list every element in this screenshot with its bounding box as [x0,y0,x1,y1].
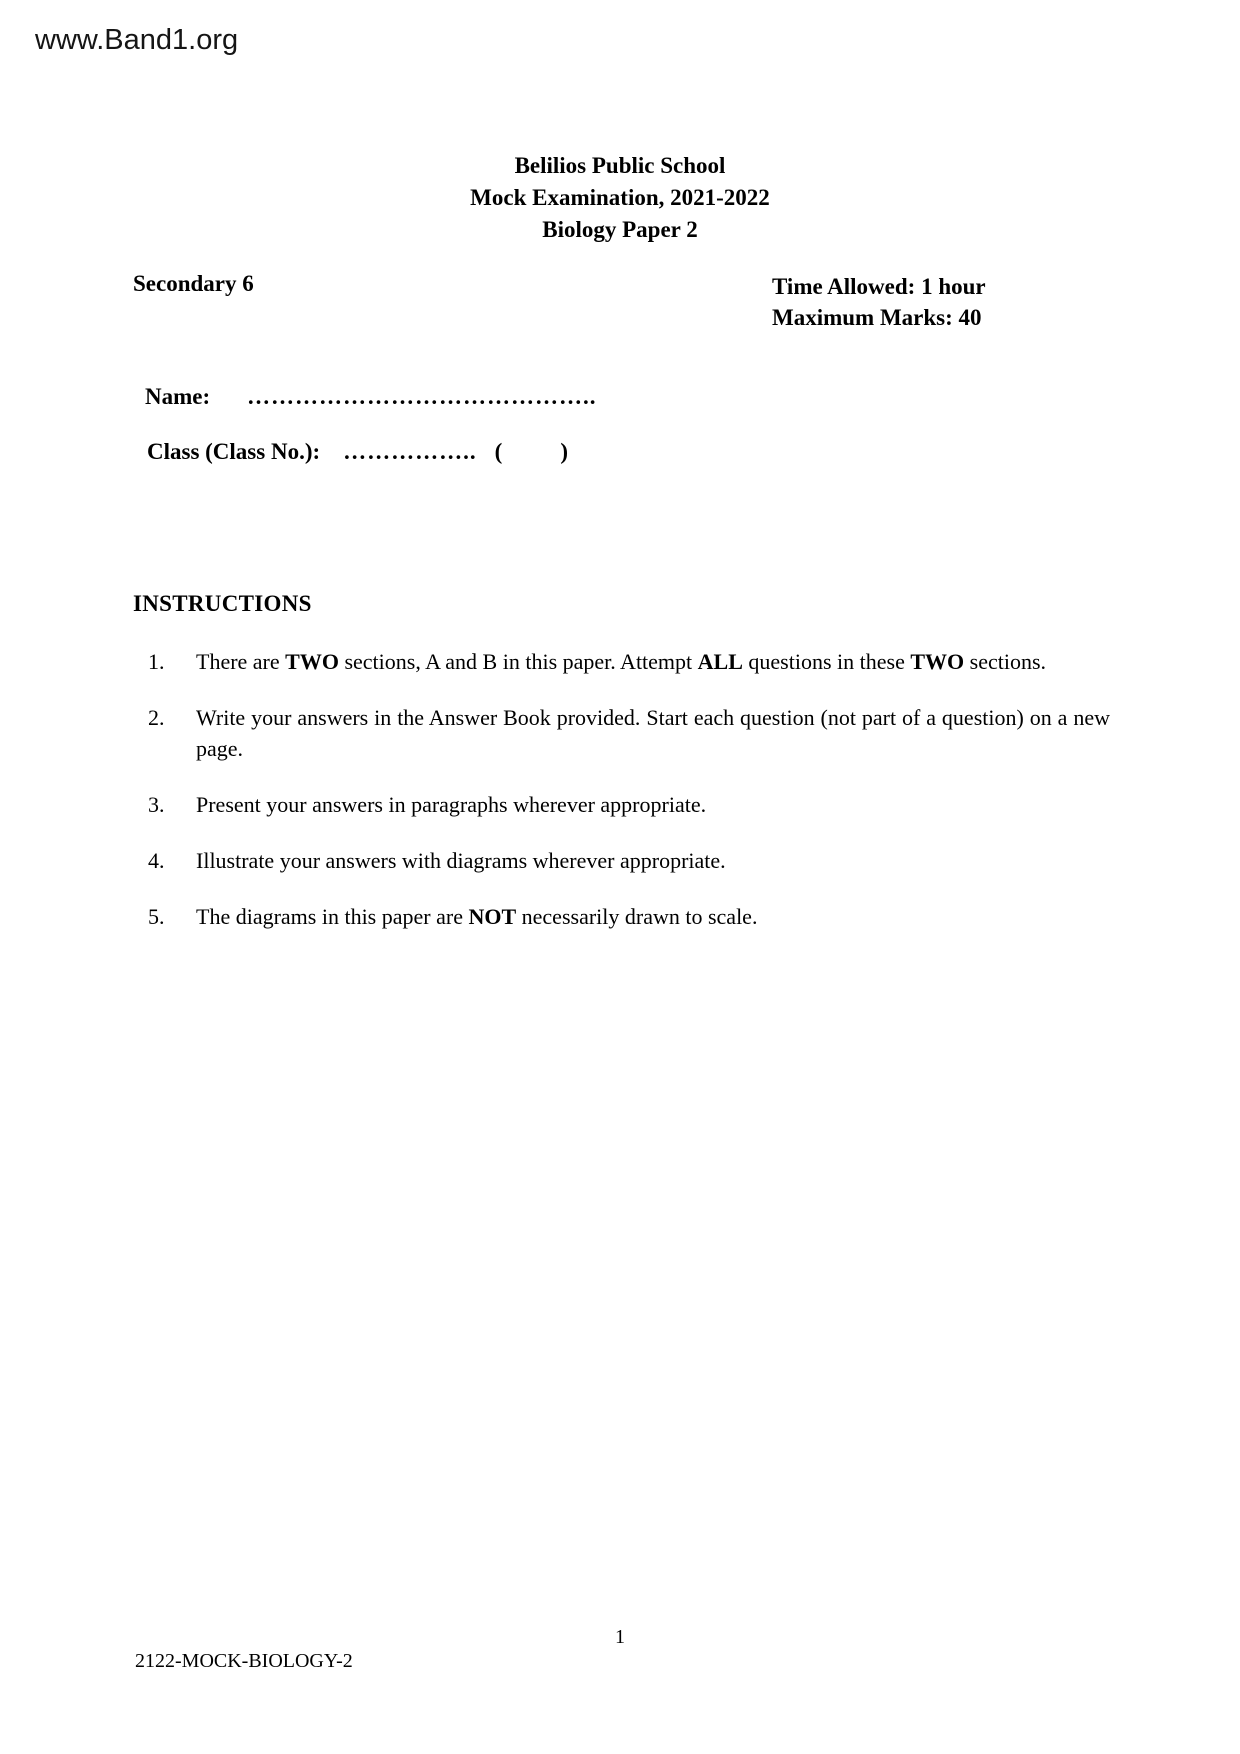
instruction-item [133,789,1110,820]
name-field-row [145,384,597,410]
instructions-list [133,646,1110,932]
instruction-item-text: The diagrams in this paper are NOT necessarily drawn to scale. [196,904,758,929]
watermark-url: www.Band1.org [35,24,239,56]
class-field-row [147,439,568,465]
name-label: Name: [145,384,211,409]
maximum-marks: Maximum Marks: 40 [772,305,982,330]
instruction-item-number: 2. [148,705,165,730]
instruction-item [133,901,1110,932]
class-no-close-paren: ) [560,439,568,464]
title-block [0,150,1240,246]
instruction-item-text: There are TWO sections, A and B in this paper. Attempt ALL questions in these TWO sections. [196,649,1047,674]
instructions-heading: INSTRUCTIONS [133,591,312,616]
class-dotted-line: …………….. [343,439,477,464]
instruction-item [133,702,1110,764]
instruction-item [133,845,1110,876]
instruction-item-text: Present your answers in paragraphs wherever appropriate. [196,792,707,817]
document-code: 2122-MOCK-BIOLOGY-2 [135,1650,353,1672]
page-number: 1 [615,1626,625,1648]
class-no-open-paren: ( [494,439,503,464]
time-allowed: Time Allowed: 1 hour [772,274,986,299]
instruction-item-number: 5. [148,904,165,929]
instruction-item-text: Illustrate your answers with diagrams wherever appropriate. [196,848,726,873]
instruction-item-number: 1. [148,649,165,674]
instructions-section [133,588,1110,932]
instruction-item [133,646,1110,677]
paper-title: Biology Paper 2 [542,217,698,242]
instruction-item-number: 3. [148,792,165,817]
school-name: Belilios Public School [514,153,726,178]
name-dotted-line: …………………………………….. [247,384,597,409]
instruction-item-number: 4. [148,848,165,873]
instruction-item-text: Write your answers in the Answer Book provided. Start each question (not part of a question) on a new page. [196,705,1110,761]
exam-conditions [772,271,986,333]
class-label: Class (Class No.): [147,439,321,464]
exam-title: Mock Examination, 2021-2022 [470,185,770,210]
class-level: Secondary 6 [133,271,254,296]
